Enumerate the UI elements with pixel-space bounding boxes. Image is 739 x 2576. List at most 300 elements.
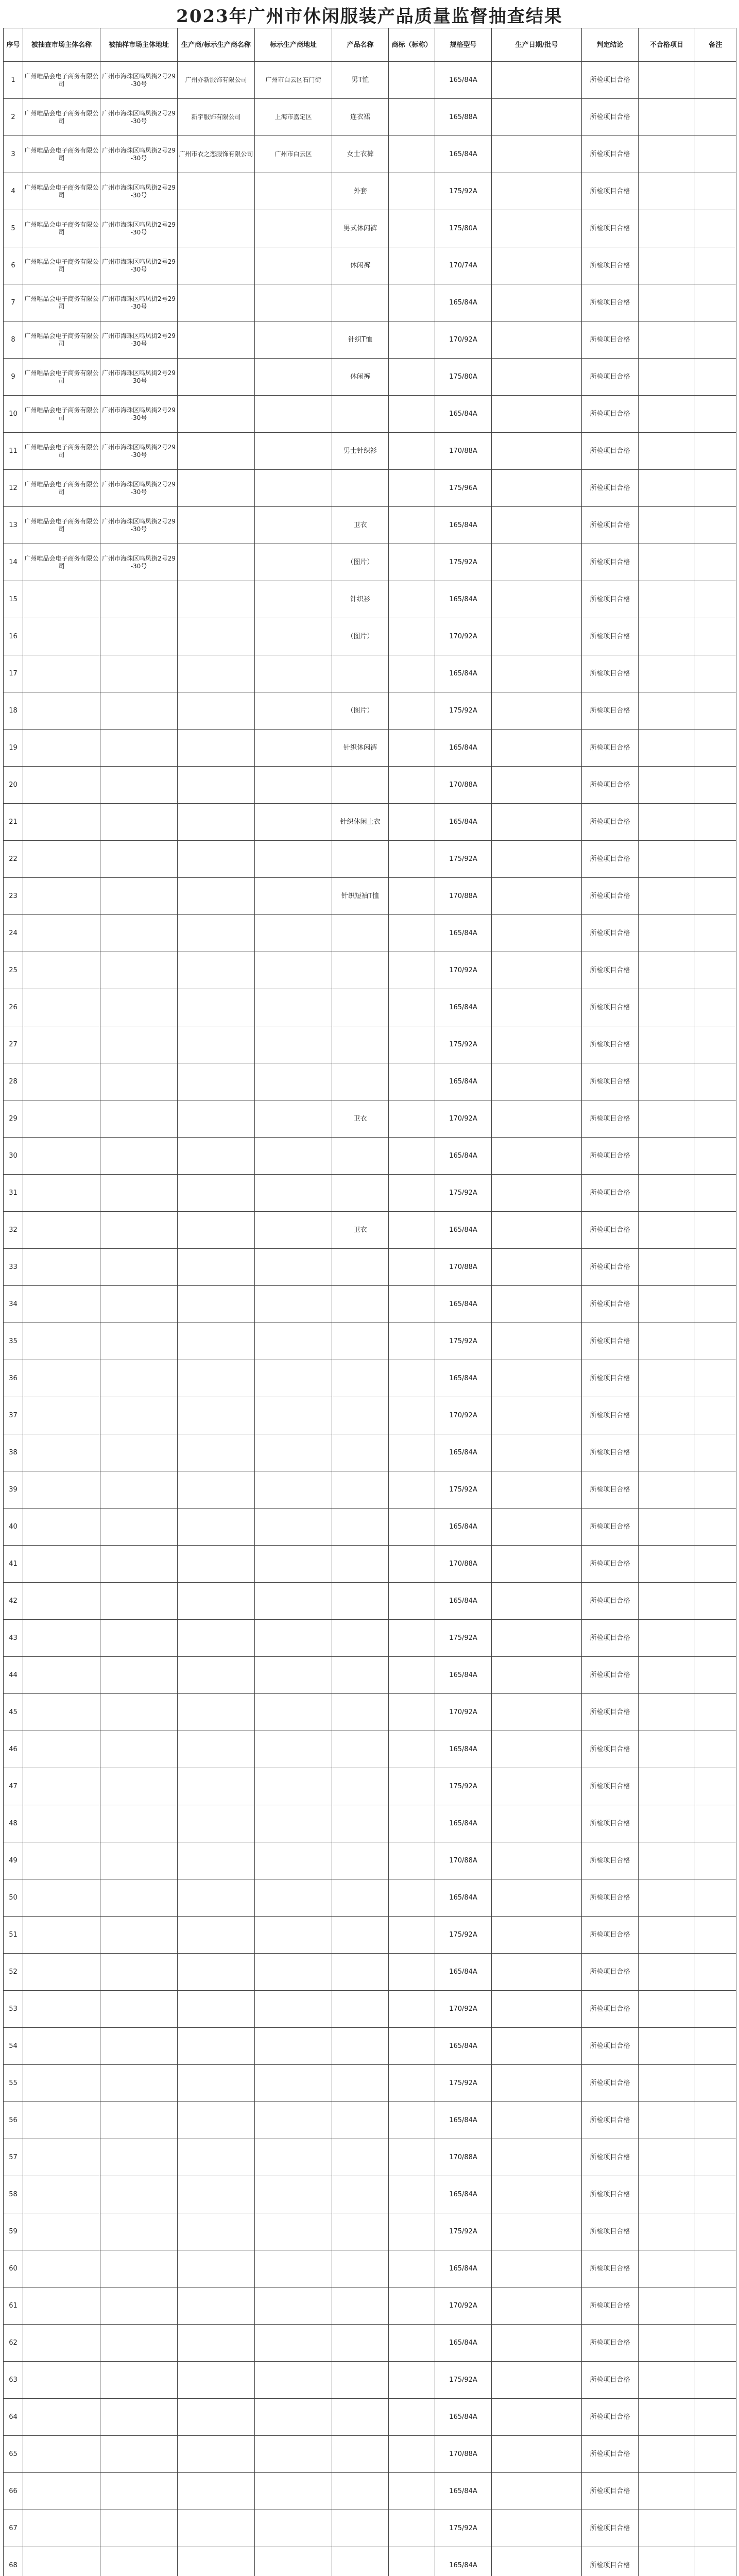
- size-model-cell: 165/84A: [435, 2102, 492, 2139]
- manufacturer-address-cell: [255, 1768, 332, 1805]
- manufacturer-address-cell: [255, 1546, 332, 1583]
- failed-items-cell: [639, 952, 695, 989]
- trademark-cell: [389, 1620, 435, 1657]
- table-row: [4, 247, 736, 284]
- table-row: [4, 841, 736, 878]
- failed-items-cell: [639, 581, 695, 618]
- remarks-cell: [695, 99, 736, 136]
- manufacturer-cell: [178, 1731, 255, 1768]
- failed-items-cell: [639, 396, 695, 433]
- inspected-address-cell: [100, 2139, 178, 2176]
- size-model-cell: 165/84A: [435, 62, 492, 99]
- row-number-cell: 44: [4, 1657, 23, 1694]
- table-row: [4, 210, 736, 247]
- manufacturer-cell: 广州市衣之恋服饰有限公司: [178, 136, 255, 173]
- product-name-cell: [332, 2547, 389, 2576]
- manufacturer-cell: [178, 2213, 255, 2250]
- production-date-cell: [492, 655, 582, 692]
- size-model-cell: 170/88A: [435, 767, 492, 804]
- failed-items-cell: [639, 2287, 695, 2325]
- manufacturer-cell: [178, 284, 255, 321]
- trademark-cell: [389, 1397, 435, 1434]
- manufacturer-cell: [178, 1657, 255, 1694]
- trademark-cell: [389, 433, 435, 470]
- failed-items-cell: [639, 1620, 695, 1657]
- document-title: 2023年广州市休闲服装产品质量监督抽查结果: [176, 6, 563, 27]
- failed-items-cell: [639, 1546, 695, 1583]
- trademark-cell: [389, 2250, 435, 2287]
- inspected-entity-cell: 广州唯品会电子商务有限公司: [23, 247, 100, 284]
- remarks-cell: [695, 1917, 736, 1954]
- verdict-cell: 所检项目合格: [582, 2547, 639, 2576]
- product-name-cell: 休闲裤: [332, 247, 389, 284]
- row-number-cell: 38: [4, 1434, 23, 1471]
- header-cell: 标示生产商地址: [255, 28, 332, 62]
- remarks-cell: [695, 618, 736, 655]
- trademark-cell: [389, 1100, 435, 1138]
- failed-items-cell: [639, 247, 695, 284]
- verdict-cell: 所检项目合格: [582, 247, 639, 284]
- size-model-cell: 165/84A: [435, 1509, 492, 1546]
- remarks-cell: [695, 841, 736, 878]
- product-name-cell: [332, 2028, 389, 2065]
- trademark-cell: [389, 321, 435, 359]
- production-date-cell: [492, 730, 582, 767]
- trademark-cell: [389, 2325, 435, 2362]
- inspected-entity-cell: [23, 1620, 100, 1657]
- inspected-entity-cell: [23, 2287, 100, 2325]
- remarks-cell: [695, 878, 736, 915]
- inspected-entity-cell: [23, 2547, 100, 2576]
- remarks-cell: [695, 2287, 736, 2325]
- verdict-cell: 所检项目合格: [582, 2287, 639, 2325]
- table-row: [4, 915, 736, 952]
- inspected-entity-cell: [23, 1360, 100, 1397]
- size-model-cell: 170/92A: [435, 1694, 492, 1731]
- failed-items-cell: [639, 1694, 695, 1731]
- inspected-entity-cell: [23, 581, 100, 618]
- production-date-cell: [492, 470, 582, 507]
- size-model-cell: 170/92A: [435, 1991, 492, 2028]
- failed-items-cell: [639, 507, 695, 544]
- inspected-address-cell: [100, 1509, 178, 1546]
- inspected-entity-cell: [23, 1991, 100, 2028]
- failed-items-cell: [639, 2547, 695, 2576]
- inspected-address-cell: 广州市海珠区鸣凤街2号29-30号: [100, 359, 178, 396]
- remarks-cell: [695, 359, 736, 396]
- trademark-cell: [389, 1323, 435, 1360]
- production-date-cell: [492, 2250, 582, 2287]
- header-cell: 序号: [4, 28, 23, 62]
- manufacturer-cell: [178, 2436, 255, 2473]
- row-number-cell: 63: [4, 2362, 23, 2399]
- row-number-cell: 34: [4, 1286, 23, 1323]
- inspected-entity-cell: 广州唯品会电子商务有限公司: [23, 359, 100, 396]
- product-name-cell: [332, 1434, 389, 1471]
- product-name-cell: [332, 1842, 389, 1879]
- inspected-address-cell: [100, 1991, 178, 2028]
- inspected-entity-cell: 广州唯品会电子商务有限公司: [23, 321, 100, 359]
- failed-items-cell: [639, 173, 695, 210]
- verdict-cell: 所检项目合格: [582, 1917, 639, 1954]
- manufacturer-address-cell: [255, 1842, 332, 1879]
- results-table: [3, 28, 736, 2576]
- trademark-cell: [389, 99, 435, 136]
- verdict-cell: 所检项目合格: [582, 1879, 639, 1917]
- failed-items-cell: [639, 1434, 695, 1471]
- remarks-cell: [695, 1138, 736, 1175]
- table-header: [4, 28, 736, 62]
- size-model-cell: 165/84A: [435, 2547, 492, 2576]
- manufacturer-address-cell: [255, 284, 332, 321]
- inspected-entity-cell: [23, 1657, 100, 1694]
- inspected-address-cell: [100, 1212, 178, 1249]
- product-name-cell: [332, 2399, 389, 2436]
- table-row: [4, 2176, 736, 2213]
- size-model-cell: 170/92A: [435, 618, 492, 655]
- size-model-cell: 170/74A: [435, 247, 492, 284]
- production-date-cell: [492, 1509, 582, 1546]
- product-name-cell: 男士针织衫: [332, 433, 389, 470]
- trademark-cell: [389, 2065, 435, 2102]
- failed-items-cell: [639, 1471, 695, 1509]
- trademark-cell: [389, 2547, 435, 2576]
- manufacturer-cell: [178, 396, 255, 433]
- manufacturer-address-cell: [255, 1954, 332, 1991]
- failed-items-cell: [639, 878, 695, 915]
- manufacturer-cell: [178, 2176, 255, 2213]
- manufacturer-address-cell: [255, 210, 332, 247]
- failed-items-cell: [639, 692, 695, 730]
- failed-items-cell: [639, 1212, 695, 1249]
- failed-items-cell: [639, 1175, 695, 1212]
- manufacturer-address-cell: [255, 1620, 332, 1657]
- table-row: [4, 952, 736, 989]
- verdict-cell: 所检项目合格: [582, 1323, 639, 1360]
- verdict-cell: 所检项目合格: [582, 359, 639, 396]
- row-number-cell: 39: [4, 1471, 23, 1509]
- verdict-cell: 所检项目合格: [582, 2250, 639, 2287]
- trademark-cell: [389, 173, 435, 210]
- table-row: [4, 1286, 736, 1323]
- manufacturer-address-cell: [255, 1212, 332, 1249]
- verdict-cell: 所检项目合格: [582, 878, 639, 915]
- table-row: [4, 284, 736, 321]
- product-name-cell: [332, 1917, 389, 1954]
- product-name-cell: [332, 2510, 389, 2547]
- table-row: [4, 1879, 736, 1917]
- failed-items-cell: [639, 989, 695, 1026]
- verdict-cell: 所检项目合格: [582, 470, 639, 507]
- manufacturer-cell: [178, 359, 255, 396]
- inspected-address-cell: [100, 2065, 178, 2102]
- verdict-cell: 所检项目合格: [582, 841, 639, 878]
- row-number-cell: 43: [4, 1620, 23, 1657]
- verdict-cell: 所检项目合格: [582, 2362, 639, 2399]
- manufacturer-address-cell: [255, 433, 332, 470]
- manufacturer-cell: [178, 1991, 255, 2028]
- inspected-entity-cell: [23, 1026, 100, 1063]
- manufacturer-cell: [178, 1805, 255, 1842]
- table-row: [4, 2065, 736, 2102]
- trademark-cell: [389, 1063, 435, 1100]
- verdict-cell: 所检项目合格: [582, 1471, 639, 1509]
- table-row: [4, 396, 736, 433]
- failed-items-cell: [639, 2510, 695, 2547]
- failed-items-cell: [639, 1063, 695, 1100]
- inspected-entity-cell: [23, 2399, 100, 2436]
- inspected-entity-cell: [23, 2102, 100, 2139]
- trademark-cell: [389, 1360, 435, 1397]
- verdict-cell: 所检项目合格: [582, 1694, 639, 1731]
- product-name-cell: 卫衣: [332, 507, 389, 544]
- inspected-entity-cell: 广州唯品会电子商务有限公司: [23, 507, 100, 544]
- inspected-entity-cell: [23, 915, 100, 952]
- failed-items-cell: [639, 2176, 695, 2213]
- verdict-cell: 所检项目合格: [582, 1286, 639, 1323]
- size-model-cell: 165/84A: [435, 284, 492, 321]
- failed-items-cell: [639, 2436, 695, 2473]
- table-row: [4, 1360, 736, 1397]
- inspected-entity-cell: [23, 1100, 100, 1138]
- product-name-cell: （图片）: [332, 544, 389, 581]
- remarks-cell: [695, 1323, 736, 1360]
- inspected-address-cell: 广州市海珠区鸣凤街2号29-30号: [100, 507, 178, 544]
- remarks-cell: [695, 1620, 736, 1657]
- trademark-cell: [389, 878, 435, 915]
- manufacturer-cell: [178, 1583, 255, 1620]
- trademark-cell: [389, 1026, 435, 1063]
- production-date-cell: [492, 1991, 582, 2028]
- row-number-cell: 54: [4, 2028, 23, 2065]
- inspected-address-cell: [100, 2287, 178, 2325]
- production-date-cell: [492, 1063, 582, 1100]
- inspected-entity-cell: [23, 1546, 100, 1583]
- size-model-cell: 170/88A: [435, 1546, 492, 1583]
- table-row: [4, 2436, 736, 2473]
- failed-items-cell: [639, 1397, 695, 1434]
- manufacturer-cell: [178, 1620, 255, 1657]
- row-number-cell: 62: [4, 2325, 23, 2362]
- table-row: [4, 1063, 736, 1100]
- manufacturer-address-cell: [255, 359, 332, 396]
- table-row: [4, 618, 736, 655]
- manufacturer-address-cell: [255, 692, 332, 730]
- verdict-cell: 所检项目合格: [582, 136, 639, 173]
- row-number-cell: 16: [4, 618, 23, 655]
- product-name-cell: [332, 1397, 389, 1434]
- manufacturer-cell: [178, 544, 255, 581]
- manufacturer-cell: [178, 1397, 255, 1434]
- remarks-cell: [695, 655, 736, 692]
- production-date-cell: [492, 359, 582, 396]
- failed-items-cell: [639, 2028, 695, 2065]
- product-name-cell: [332, 655, 389, 692]
- failed-items-cell: [639, 136, 695, 173]
- inspected-address-cell: [100, 1768, 178, 1805]
- failed-items-cell: [639, 1100, 695, 1138]
- product-name-cell: [332, 1509, 389, 1546]
- product-name-cell: [332, 1657, 389, 1694]
- inspected-entity-cell: [23, 2473, 100, 2510]
- row-number-cell: 20: [4, 767, 23, 804]
- inspected-entity-cell: [23, 655, 100, 692]
- verdict-cell: 所检项目合格: [582, 1249, 639, 1286]
- row-number-cell: 14: [4, 544, 23, 581]
- product-name-cell: [332, 2473, 389, 2510]
- manufacturer-address-cell: [255, 1063, 332, 1100]
- size-model-cell: 175/92A: [435, 841, 492, 878]
- remarks-cell: [695, 2510, 736, 2547]
- inspected-entity-cell: [23, 1434, 100, 1471]
- remarks-cell: [695, 433, 736, 470]
- manufacturer-address-cell: [255, 1879, 332, 1917]
- manufacturer-cell: [178, 2325, 255, 2362]
- inspected-address-cell: [100, 1286, 178, 1323]
- table-row: [4, 1620, 736, 1657]
- verdict-cell: 所检项目合格: [582, 989, 639, 1026]
- production-date-cell: [492, 989, 582, 1026]
- inspected-address-cell: [100, 1175, 178, 1212]
- failed-items-cell: [639, 1509, 695, 1546]
- inspected-address-cell: [100, 2436, 178, 2473]
- row-number-cell: 67: [4, 2510, 23, 2547]
- manufacturer-cell: [178, 1434, 255, 1471]
- verdict-cell: 所检项目合格: [582, 321, 639, 359]
- product-name-cell: [332, 2287, 389, 2325]
- remarks-cell: [695, 1657, 736, 1694]
- production-date-cell: [492, 878, 582, 915]
- inspected-entity-cell: 广州唯品会电子商务有限公司: [23, 433, 100, 470]
- table-row: [4, 1991, 736, 2028]
- manufacturer-address-cell: [255, 767, 332, 804]
- manufacturer-cell: [178, 507, 255, 544]
- failed-items-cell: [639, 284, 695, 321]
- remarks-cell: [695, 284, 736, 321]
- manufacturer-cell: [178, 1546, 255, 1583]
- table-body: [4, 62, 736, 2576]
- inspected-address-cell: [100, 1249, 178, 1286]
- manufacturer-address-cell: [255, 173, 332, 210]
- table-row: [4, 1842, 736, 1879]
- remarks-cell: [695, 2436, 736, 2473]
- product-name-cell: （图片）: [332, 692, 389, 730]
- product-name-cell: [332, 1620, 389, 1657]
- trademark-cell: [389, 1657, 435, 1694]
- table-row: [4, 1583, 736, 1620]
- inspected-address-cell: [100, 2028, 178, 2065]
- verdict-cell: 所检项目合格: [582, 2176, 639, 2213]
- row-number-cell: 7: [4, 284, 23, 321]
- remarks-cell: [695, 1100, 736, 1138]
- remarks-cell: [695, 2473, 736, 2510]
- manufacturer-cell: [178, 210, 255, 247]
- table-row: [4, 359, 736, 396]
- row-number-cell: 68: [4, 2547, 23, 2576]
- header-row: [4, 28, 736, 62]
- verdict-cell: 所检项目合格: [582, 62, 639, 99]
- size-model-cell: 165/84A: [435, 804, 492, 841]
- verdict-cell: 所检项目合格: [582, 767, 639, 804]
- inspected-address-cell: [100, 1434, 178, 1471]
- size-model-cell: 165/84A: [435, 1731, 492, 1768]
- manufacturer-address-cell: [255, 2325, 332, 2362]
- production-date-cell: [492, 321, 582, 359]
- size-model-cell: 165/84A: [435, 1805, 492, 1842]
- manufacturer-cell: [178, 1138, 255, 1175]
- manufacturer-cell: [178, 470, 255, 507]
- manufacturer-address-cell: [255, 2176, 332, 2213]
- production-date-cell: [492, 173, 582, 210]
- size-model-cell: 175/92A: [435, 1026, 492, 1063]
- inspected-address-cell: [100, 1397, 178, 1434]
- trademark-cell: [389, 2473, 435, 2510]
- table-row: [4, 1397, 736, 1434]
- remarks-cell: [695, 1063, 736, 1100]
- header-cell: 被抽查市场主体名称: [23, 28, 100, 62]
- size-model-cell: 170/92A: [435, 1397, 492, 1434]
- verdict-cell: 所检项目合格: [582, 2436, 639, 2473]
- row-number-cell: 11: [4, 433, 23, 470]
- trademark-cell: [389, 2287, 435, 2325]
- inspected-address-cell: [100, 1620, 178, 1657]
- inspected-entity-cell: [23, 1509, 100, 1546]
- verdict-cell: 所检项目合格: [582, 173, 639, 210]
- size-model-cell: 170/92A: [435, 321, 492, 359]
- remarks-cell: [695, 470, 736, 507]
- remarks-cell: [695, 1731, 736, 1768]
- inspected-entity-cell: [23, 1175, 100, 1212]
- manufacturer-cell: [178, 952, 255, 989]
- manufacturer-address-cell: [255, 1471, 332, 1509]
- failed-items-cell: [639, 321, 695, 359]
- remarks-cell: [695, 1360, 736, 1397]
- remarks-cell: [695, 247, 736, 284]
- inspected-address-cell: [100, 2362, 178, 2399]
- trademark-cell: [389, 2510, 435, 2547]
- product-name-cell: [332, 284, 389, 321]
- manufacturer-cell: [178, 2028, 255, 2065]
- size-model-cell: 165/84A: [435, 2176, 492, 2213]
- table-row: [4, 1434, 736, 1471]
- failed-items-cell: [639, 655, 695, 692]
- size-model-cell: 170/88A: [435, 2139, 492, 2176]
- trademark-cell: [389, 1212, 435, 1249]
- size-model-cell: 165/84A: [435, 1063, 492, 1100]
- inspected-entity-cell: 广州唯品会电子商务有限公司: [23, 210, 100, 247]
- size-model-cell: 165/84A: [435, 2028, 492, 2065]
- failed-items-cell: [639, 470, 695, 507]
- production-date-cell: [492, 2176, 582, 2213]
- product-name-cell: [332, 1138, 389, 1175]
- manufacturer-address-cell: [255, 2473, 332, 2510]
- trademark-cell: [389, 359, 435, 396]
- manufacturer-cell: [178, 655, 255, 692]
- production-date-cell: [492, 1694, 582, 1731]
- trademark-cell: [389, 507, 435, 544]
- product-name-cell: 男T恤: [332, 62, 389, 99]
- verdict-cell: 所检项目合格: [582, 99, 639, 136]
- inspected-entity-cell: [23, 1694, 100, 1731]
- product-name-cell: [332, 989, 389, 1026]
- size-model-cell: 165/84A: [435, 1286, 492, 1323]
- inspected-entity-cell: [23, 1138, 100, 1175]
- inspected-entity-cell: [23, 2139, 100, 2176]
- remarks-cell: [695, 989, 736, 1026]
- row-number-cell: 58: [4, 2176, 23, 2213]
- manufacturer-cell: [178, 1212, 255, 1249]
- inspected-entity-cell: [23, 1954, 100, 1991]
